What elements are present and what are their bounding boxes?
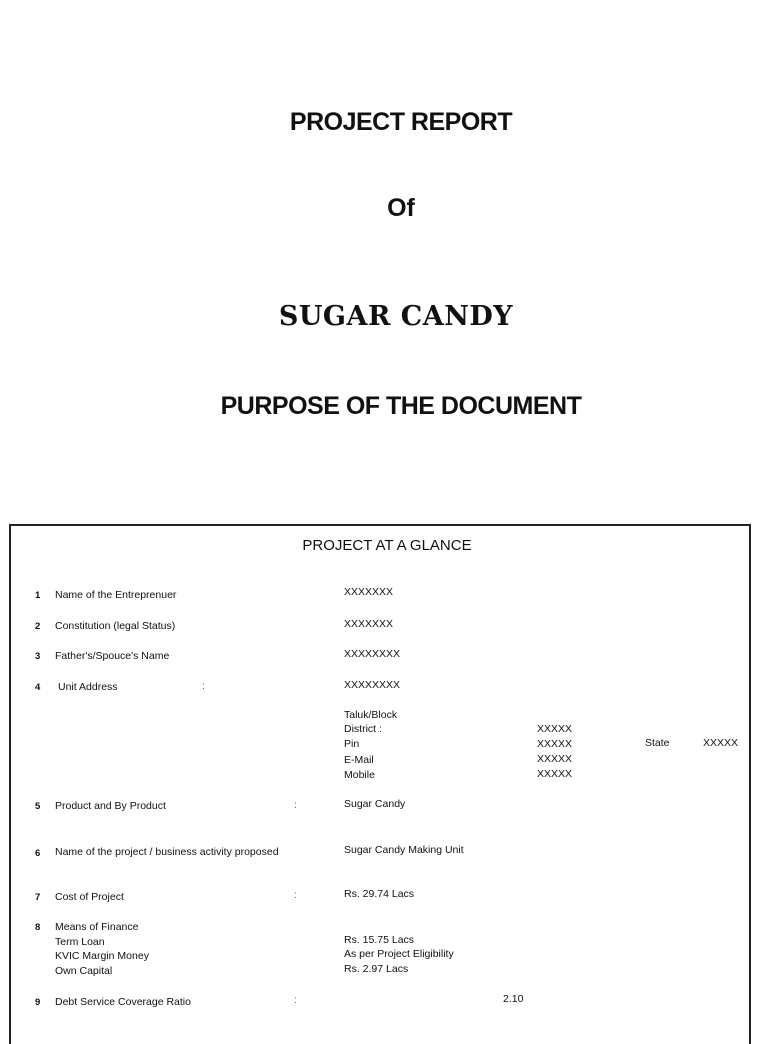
finance-kvic-value: As per Project Eligibility [344,948,454,960]
row-9-label: Debt Service Coverage Ratio [55,996,191,1008]
cover-product-name: SUGAR CANDY [278,301,514,332]
row-8-label: Means of Finance [55,921,139,933]
row-2-label: Constitution (legal Status) [55,620,176,632]
finance-own-capital-label: Own Capital [55,965,113,977]
address-email-value: XXXXX [537,753,573,765]
row-4-value: XXXXXXXX [344,679,401,691]
row-1-label: Name of the Entreprenuer [55,589,177,601]
row-7-number: 7 [35,892,41,903]
row-7-separator: : [294,890,297,901]
row-8-number: 8 [35,922,41,933]
finance-term-loan-value: Rs. 15.75 Lacs [344,934,415,946]
row-4-number: 4 [35,682,41,693]
finance-term-loan-label: Term Loan [55,936,105,948]
row-6-label: Name of the project / business activity proposed [55,846,279,858]
address-district-label: District : [344,723,382,735]
glance-title: PROJECT AT A GLANCE [302,537,472,554]
row-3-number: 3 [35,651,41,662]
row-9-number: 9 [35,997,41,1008]
row-6-number: 6 [35,848,41,859]
address-district-value: XXXXX [537,723,573,735]
row-5-separator: : [294,800,297,811]
address-state-label: State [645,737,670,749]
row-5-label: Product and By Product [55,800,166,812]
finance-own-capital-value: Rs. 2.97 Lacs [344,963,409,975]
row-9-separator: : [294,995,297,1006]
finance-kvic-label: KVIC Margin Money [55,950,149,962]
row-5-number: 5 [35,801,41,812]
row-2-number: 2 [35,621,41,632]
row-1-number: 1 [35,590,41,601]
address-taluk-label: Taluk/Block [344,709,398,721]
row-6-value: Sugar Candy Making Unit [344,844,464,856]
address-pin-label: Pin [344,738,360,750]
row-3-value: XXXXXXXX [344,648,401,660]
cover-title: PROJECT REPORT [289,108,513,136]
address-mobile-value: XXXXX [537,768,573,780]
address-email-label: E-Mail [344,754,374,766]
row-4-separator: : [202,681,205,692]
row-5-value: Sugar Candy [344,798,406,810]
cover-of: Of [387,194,415,222]
row-1-value: XXXXXXX [344,586,394,598]
address-pin-value: XXXXX [537,738,573,750]
row-7-value: Rs. 29.74 Lacs [344,888,415,900]
row-4-label: Unit Address [58,681,118,693]
row-3-label: Father's/Spouce's Name [55,650,170,662]
address-state-value: XXXXX [703,737,739,749]
row-2-value: XXXXXXX [344,618,394,630]
cover-purpose-heading: PURPOSE OF THE DOCUMENT [220,392,582,420]
row-9-value: 2.10 [503,993,524,1005]
row-7-label: Cost of Project [55,891,124,903]
address-mobile-label: Mobile [344,769,375,781]
